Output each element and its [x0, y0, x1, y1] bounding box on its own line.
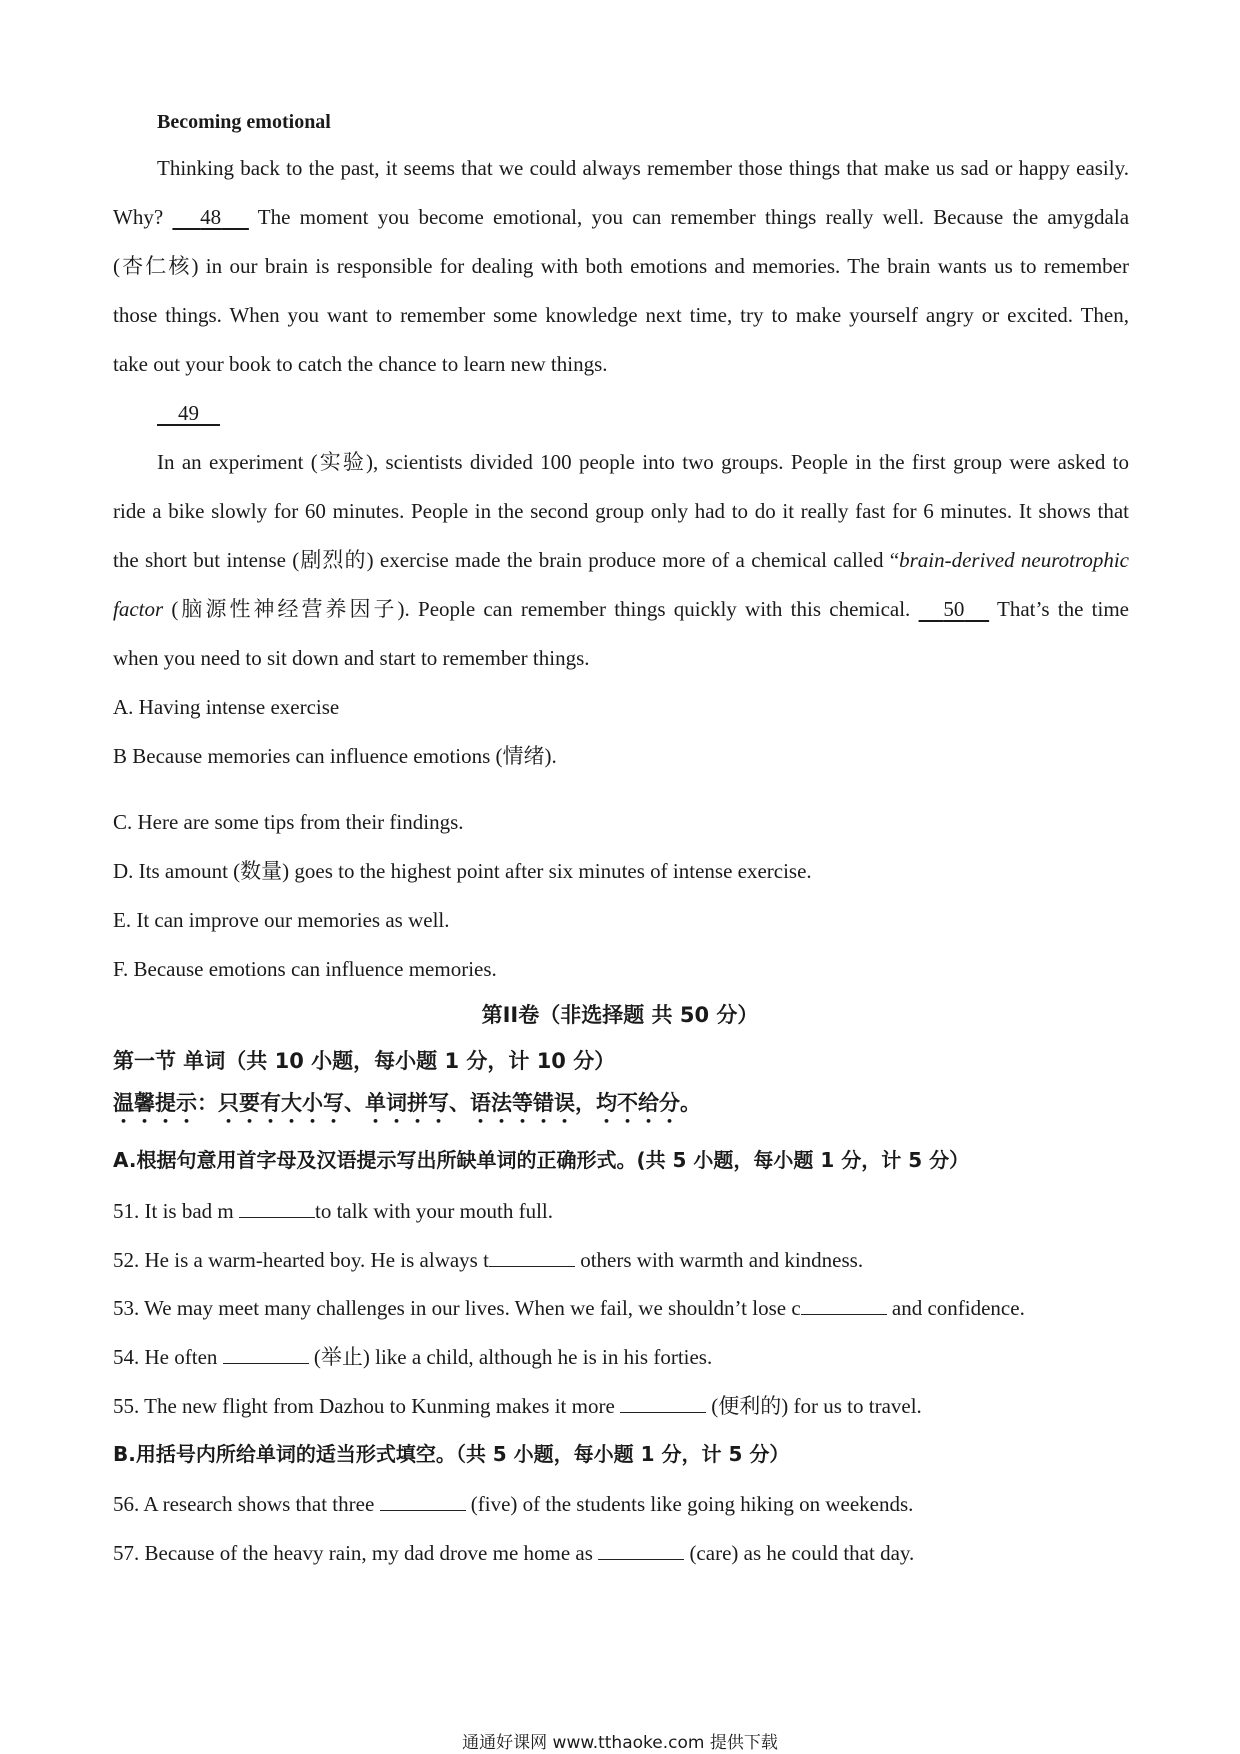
- answer-blank-49[interactable]: 49: [178, 401, 199, 425]
- paragraph-line: Why? 48 The moment you become emotional, you can remember things really well. Because the amygdala: [113, 205, 1130, 229]
- paragraph-line: take out your book to catch the chance to learn new things.: [113, 352, 608, 376]
- answer-blank-52[interactable]: [489, 1246, 575, 1267]
- question-54: 54. He often (举止) like a child, although he is in his forties.: [113, 1345, 713, 1369]
- section-title: 第一节 单词（共 10 小题，每小题 1 分，计 10 分）: [113, 1049, 616, 1073]
- question-57: 57. Because of the heavy rain, my dad drove me home as (care) as he could that day.: [113, 1541, 915, 1565]
- option-c: C. Here are some tips from their findings.: [113, 810, 464, 834]
- paragraph-line: those things. When you want to remember some knowledge next time, try to make yourself angry or excited. Then,: [113, 303, 1129, 327]
- paragraph-line: ride a bike slowly for 60 minutes. People in the second group only had to do it really fast for 6 minutes. It shows that: [113, 499, 1129, 523]
- answer-blank-56[interactable]: [380, 1490, 466, 1511]
- question-52: 52. He is a warm-hearted boy. He is always t others with warmth and kindness.: [113, 1248, 864, 1272]
- question-51: 51. It is bad m to talk with your mouth full.: [113, 1199, 553, 1223]
- answer-blank-54[interactable]: [223, 1343, 309, 1364]
- answer-blank-53[interactable]: [801, 1294, 887, 1315]
- answer-blank-50[interactable]: 50: [943, 597, 965, 621]
- answer-blank-57[interactable]: [598, 1539, 684, 1560]
- question-53: 53. We may meet many challenges in our lives. When we fail, we shouldn’t lose c and confidence.: [113, 1296, 1025, 1320]
- section-heading: Becoming emotional: [157, 111, 331, 133]
- paragraph-line: the short but intense (剧烈的) exercise made the brain produce more of a chemical called “brain-derived neurotrophic: [113, 548, 1129, 572]
- tip-text: 温馨提示：只要有大小写、单词拼写、语法等错误，均不给分。: [113, 1091, 701, 1115]
- option-f: F. Because emotions can influence memories.: [113, 957, 497, 981]
- answer-blank-51[interactable]: [239, 1197, 315, 1218]
- paragraph-line: factor (脑源性神经营养因子). People can remember things quickly with this chemical. 50 That’s the time: [113, 597, 1130, 621]
- option-d: D. Its amount (数量) goes to the highest point after six minutes of intense exercise.: [113, 859, 812, 883]
- paragraph-line: In an experiment (实验), scientists divided 100 people into two groups. People in the first group were asked to: [157, 450, 1129, 474]
- answer-blank-55[interactable]: [620, 1392, 706, 1413]
- paragraph-line: when you need to sit down and start to remember things.: [113, 646, 590, 670]
- footer-text: 通通好课网 www.tthaoke.com 提供下载: [462, 1733, 778, 1753]
- question-56: 56. A research shows that three (five) of the students like going hiking on weekends.: [113, 1492, 914, 1516]
- answer-blank-48[interactable]: 48: [200, 205, 222, 229]
- option-a: A. Having intense exercise: [113, 695, 340, 719]
- option-b: B Because memories can influence emotions (情绪).: [113, 744, 557, 768]
- part-title: 第II卷（非选择题 共 50 分）: [481, 1003, 759, 1027]
- subsection-a-heading: A.根据句意用首字母及汉语提示写出所缺单词的正确形式。(共 5 小题，每小题 1 分，计 5 分）: [113, 1148, 970, 1172]
- subsection-b-heading: B.用括号内所给单词的适当形式填空。（共 5 小题，每小题 1 分，计 5 分）: [113, 1442, 790, 1466]
- option-e: E. It can improve our memories as well.: [113, 908, 450, 932]
- question-55: 55. The new flight from Dazhou to Kunming makes it more (便利的) for us to travel.: [113, 1394, 922, 1418]
- paragraph-line: (杏仁核) in our brain is responsible for dealing with both emotions and memories. The brain wants us to remember: [113, 254, 1129, 278]
- paragraph-line: Thinking back to the past, it seems that we could always remember those things that make us sad or happy easily.: [157, 156, 1129, 180]
